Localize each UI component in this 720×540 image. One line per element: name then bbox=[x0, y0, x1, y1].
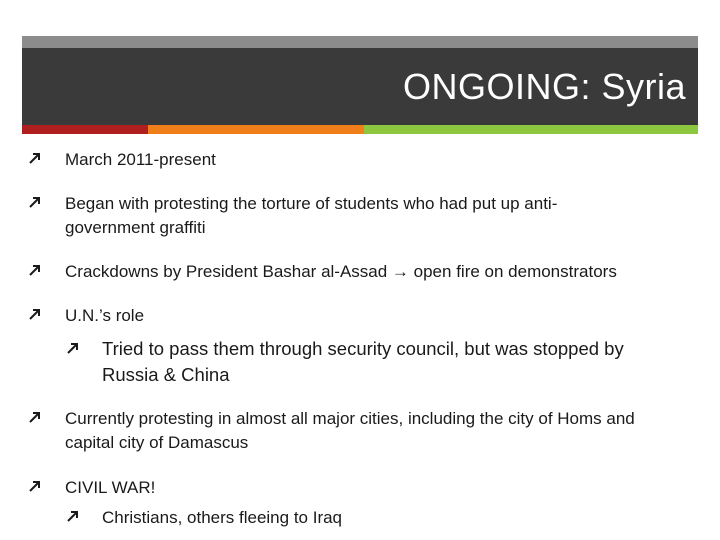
arrow-up-right-icon bbox=[28, 410, 42, 424]
sub-bullet-text: Christians, others fleeing to Iraq bbox=[102, 508, 343, 527]
arrow-up-right-icon bbox=[66, 509, 80, 523]
bullet-text: Currently protesting in almost all major cities, including the city of Homs and bbox=[65, 409, 635, 428]
arrow-up-right-icon bbox=[28, 307, 42, 321]
arrow-up-right-icon bbox=[28, 151, 42, 165]
bullet-text: Crackdowns by President Bashar al-Assad → open fire on demonstrators bbox=[65, 262, 617, 281]
arrow-up-right-icon bbox=[28, 195, 42, 209]
bullet-text: Began with protesting the torture of students who had put up anti- bbox=[65, 194, 558, 213]
arrow-up-right-icon bbox=[28, 263, 42, 277]
bullet-text: U.N.’s role bbox=[65, 306, 145, 325]
bullet-text-cont: capital city of Damascus bbox=[65, 433, 249, 452]
bullet-text: CIVIL WAR! bbox=[65, 478, 156, 497]
sub-bullet-text: Tried to pass them through security council, but was stopped by bbox=[102, 338, 624, 359]
arrow-up-right-icon bbox=[66, 341, 80, 355]
bullet-text-cont: government graffiti bbox=[65, 218, 206, 237]
arrow-up-right-icon bbox=[28, 479, 42, 493]
sub-bullet-text-cont: Russia & China bbox=[102, 364, 230, 385]
bullet-text: March 2011-present bbox=[65, 150, 216, 169]
slide-title: ONGOING: Syria bbox=[402, 66, 686, 107]
